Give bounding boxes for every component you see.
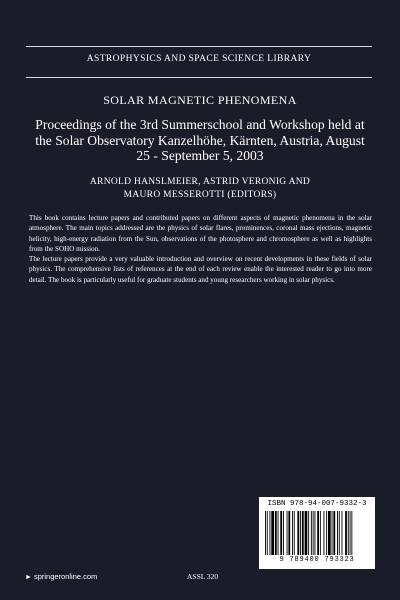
bottom-rule (26, 77, 372, 78)
barcode-bar (271, 511, 274, 555)
barcode-bar (287, 511, 288, 555)
barcode-bar (333, 511, 335, 555)
series-number: ASSL 320 (187, 572, 219, 581)
editors-line-1: ARNOLD HANSLMEIER, ASTRID VERONIG AND (89, 177, 311, 187)
barcode-bar (294, 511, 295, 555)
barcode-bar (305, 511, 308, 555)
barcode-bar (339, 511, 340, 555)
isbn-number: ISBN 978-94-007-9332-3 (267, 500, 367, 508)
barcode-bar (308, 511, 309, 555)
barcode-bar (324, 511, 325, 555)
barcode-bar (313, 511, 314, 555)
editors (54, 176, 346, 202)
barcode-bar (320, 511, 321, 555)
top-rule (26, 46, 372, 47)
barcode-bar (280, 511, 282, 555)
book-subtitle: Proceedings of the 3rd Summerschool and Workshop held at the Solar Observatory Kanzelhöhe, Kärnten, Austria, August 25 - September 5, 2003 (35, 117, 365, 163)
barcode-bar (297, 511, 299, 555)
barcode-bar (350, 511, 351, 555)
publisher-url-text: springeronline.com (33, 572, 98, 581)
description-paragraph-2: The lecture papers provide a very valuable introduction and overview on recent developments in these fields of solar physics. The comprehensive lists of references at the end of each review enable the interested reader to go into more detail. The book is particularly useful for graduate students and young researchers working in solar physics. (29, 255, 372, 284)
barcode-bar (328, 511, 331, 555)
barcode-bar (302, 511, 304, 555)
editors-line-2: MAURO MESSEROTTI (EDITORS) (123, 190, 277, 200)
barcode-bar (342, 511, 343, 555)
barcode-image (265, 511, 369, 555)
barcode-bar (348, 511, 349, 555)
barcode-bar (326, 511, 327, 555)
barcode-digits: 9 789400 793323 (279, 556, 355, 564)
barcode-bar (311, 511, 312, 555)
barcode-bar (292, 511, 293, 555)
barcode-bar (267, 511, 268, 555)
barcode-bar (288, 511, 290, 555)
publisher-url (25, 572, 97, 581)
barcode-bar (332, 511, 333, 555)
barcode-bar (345, 511, 347, 555)
arrow-icon: ► (25, 574, 32, 581)
barcode-bar (283, 511, 284, 555)
barcode-bar (315, 511, 316, 555)
barcode-bar (275, 511, 277, 555)
barcode-bar (270, 511, 271, 555)
book-title: SOLAR MAGNETIC PHENOMENA (103, 93, 297, 107)
barcode-bar (300, 511, 301, 555)
barcode-panel (259, 497, 375, 569)
book-description (29, 213, 372, 285)
series-name: ASTROPHYSICS AND SPACE SCIENCE LIBRARY (86, 54, 312, 64)
barcode-bar (337, 511, 338, 555)
barcode-bar (351, 511, 352, 555)
barcode-bar (265, 511, 266, 555)
description-paragraph-1: This book contains lecture papers and contributed papers on different aspects of magnetic phenomena in the solar atmosphere. The main topics addressed are the physics of solar flares, prominences, coronal mass ejections, magnetic helicity, high-energy radiation from the Sun, observations of the photosphere and chromosphere as well as highlights from the SOHO mission. (29, 214, 372, 253)
barcode-bar (317, 511, 319, 555)
barcode-bar (278, 511, 279, 555)
